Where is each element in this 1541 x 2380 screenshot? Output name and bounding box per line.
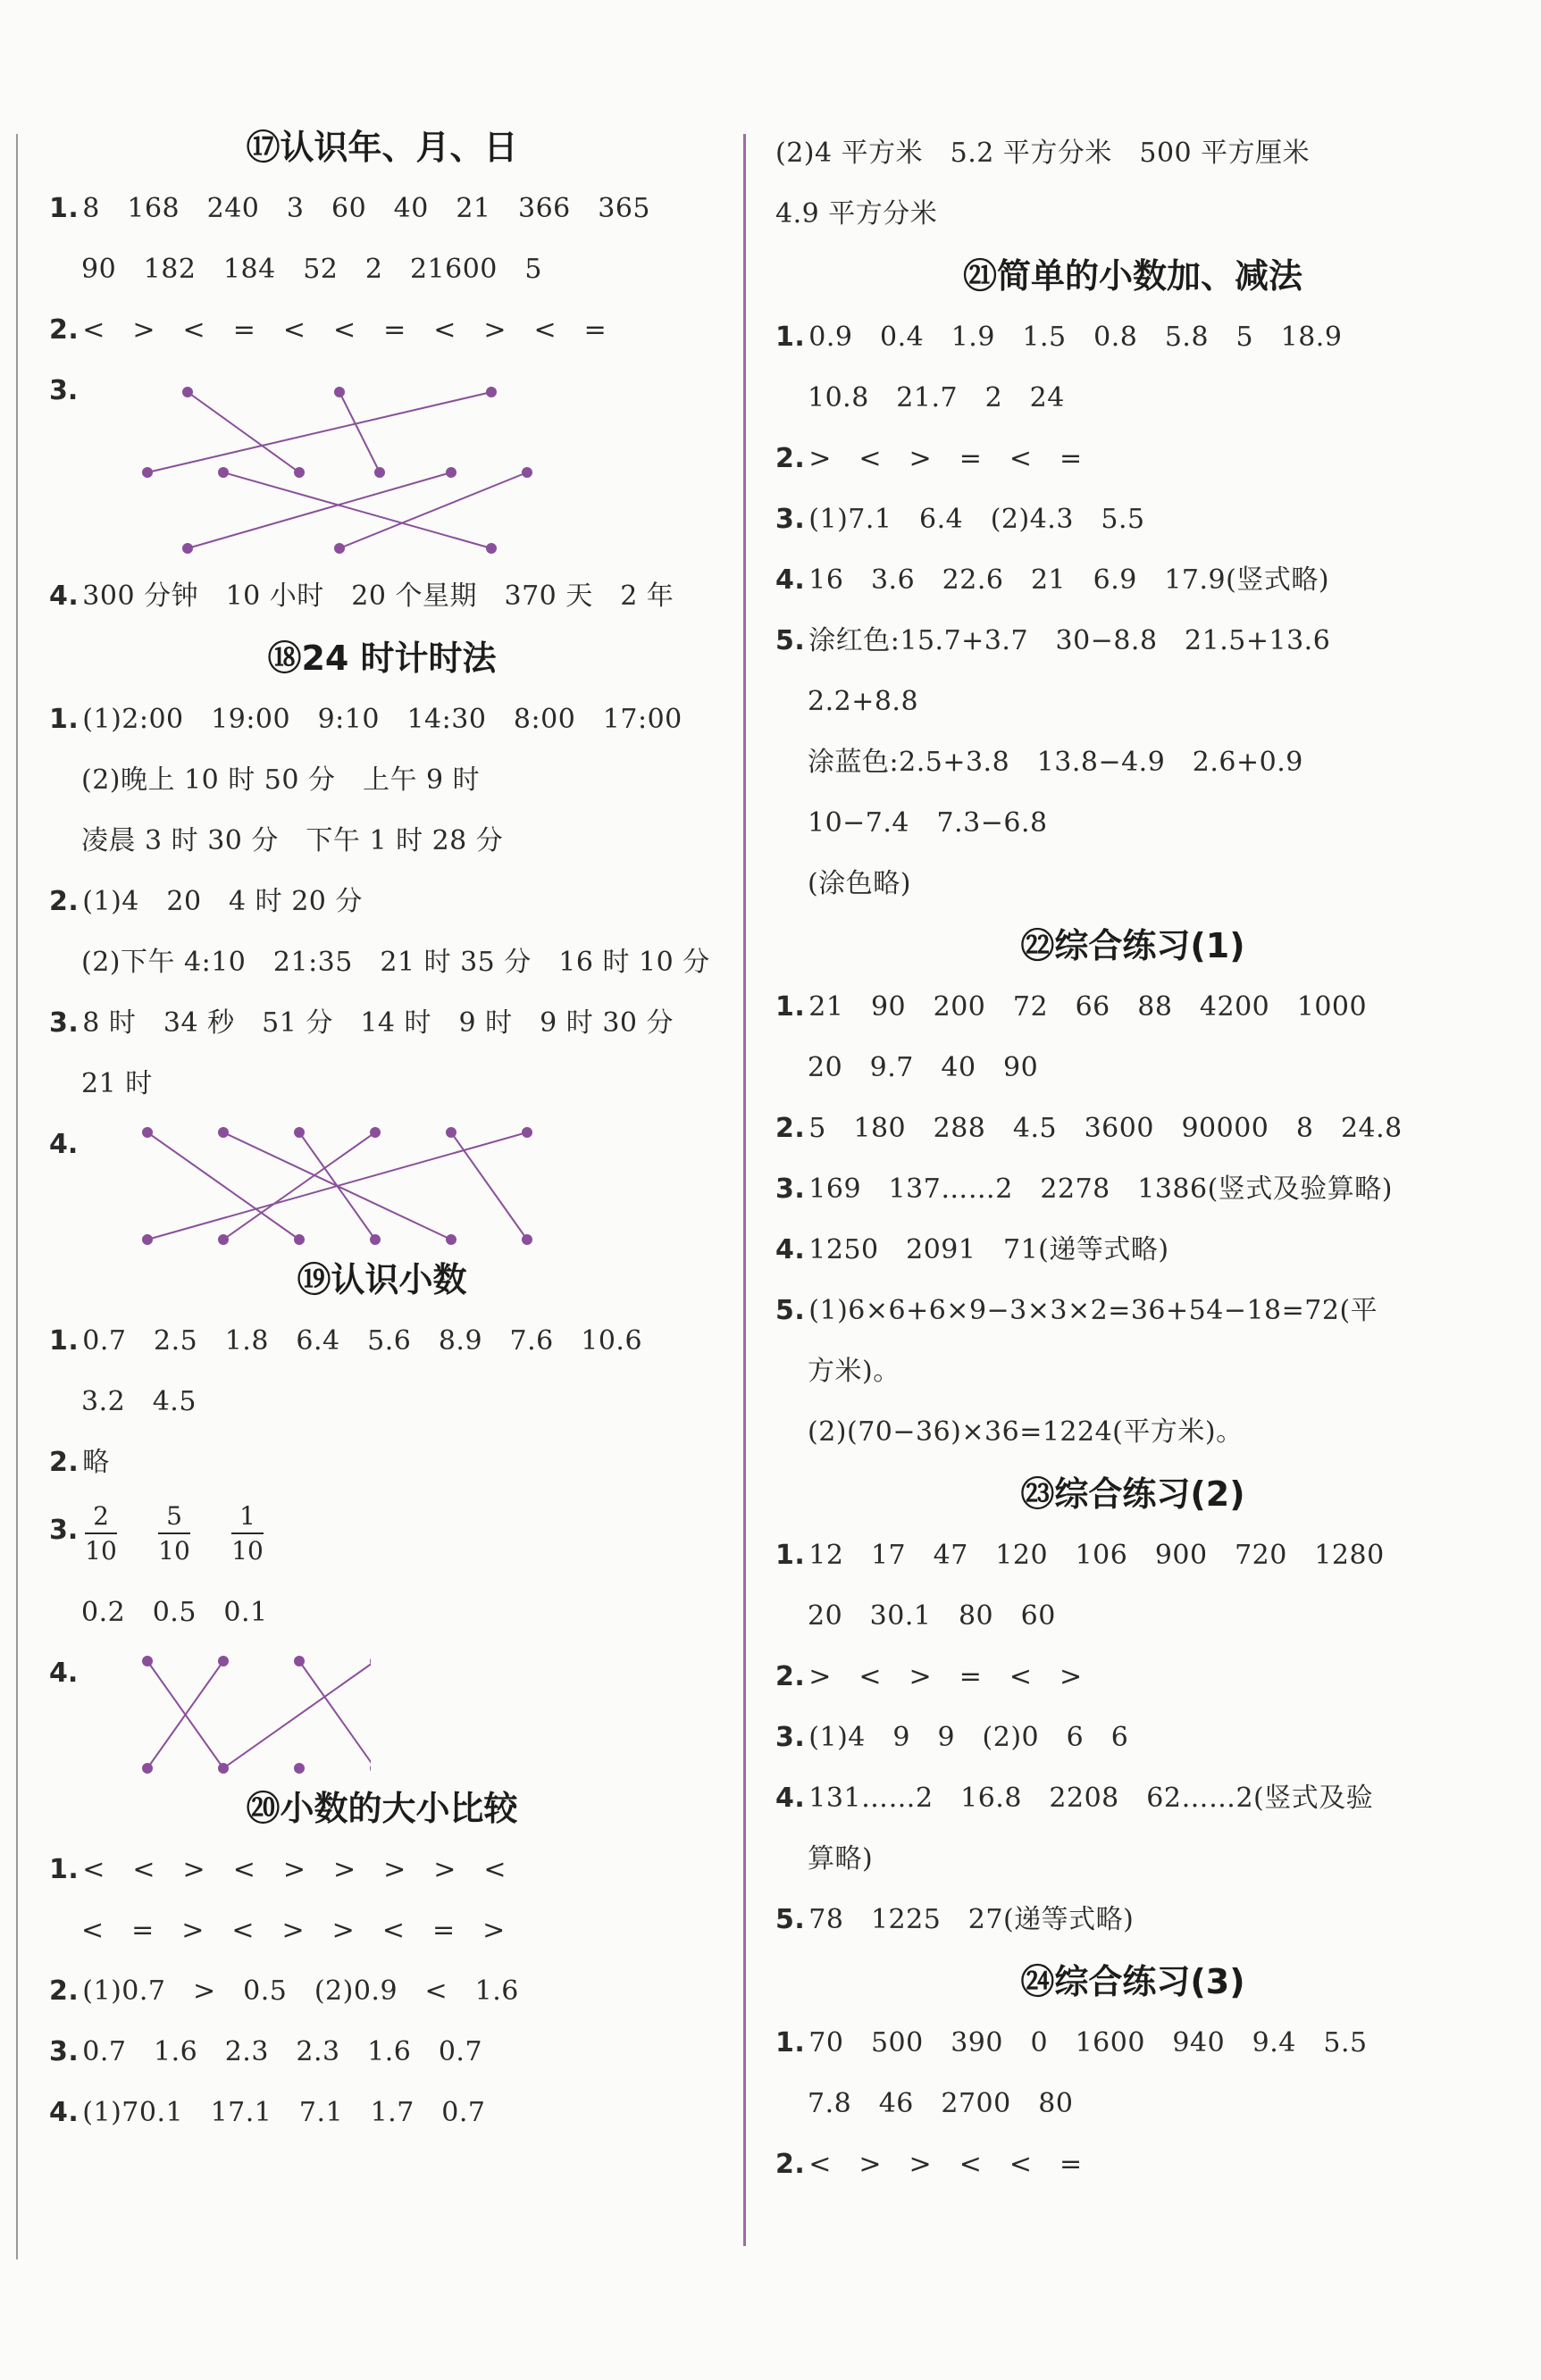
s18-2a: (1)4 20 4 时 20 分	[82, 886, 363, 917]
item-number: 3.	[49, 2036, 80, 2067]
item-number: 2.	[49, 1975, 80, 2007]
s19-answer-4-matching	[49, 1643, 715, 1777]
s18-answer-4-matching	[49, 1115, 715, 1248]
s17-4: 300 分钟 10 小时 20 个星期 370 天 2 年	[82, 580, 674, 612]
s21-5a: 涂红色:15.7+3.7 30−8.8 21.5+13.6	[808, 625, 1331, 656]
s18-answer-2b: (2)下午 4:10 21:35 21 时 35 分 16 时 10 分	[81, 947, 710, 978]
prev-answer-cont-b: 4.9 平方分米	[775, 198, 938, 230]
section-17-title: ⑰认识年、月、日	[246, 128, 518, 167]
s23-answer-4	[775, 1768, 1490, 1829]
s21-3: (1)7.1 6.4 (2)4.3 5.5	[808, 504, 1145, 535]
s22-answer-1b: 20 9.7 40 90	[808, 1052, 1039, 1083]
s18-1a: (1)2:00 19:00 9:10 14:30 8:00 17:00	[82, 704, 683, 735]
s19-answer-1	[49, 1311, 715, 1372]
s17-answer-2	[49, 300, 715, 361]
item-number: 3.	[775, 1722, 806, 1753]
item-number: 4.	[775, 1783, 806, 1814]
s20-2: (1)0.7 > 0.5 (2)0.9 < 1.6	[82, 1975, 519, 2007]
item-number: 4.	[49, 1129, 79, 1160]
s23-answer-5	[775, 1890, 1490, 1950]
section-23-title: ㉓综合练习(2)	[1020, 1474, 1245, 1514]
s22-2: 5 180 288 4.5 3600 90000 8 24.8	[808, 1113, 1403, 1144]
item-number: 2.	[49, 1447, 80, 1478]
s20-4: (1)70.1 17.1 7.1 1.7 0.7	[82, 2097, 486, 2128]
s23-2: > < > = < >	[808, 1661, 1083, 1692]
s19-2: 略	[82, 1447, 110, 1478]
item-number: 3.	[49, 1515, 79, 1546]
item-number: 3.	[49, 1007, 80, 1039]
s17-answer-4	[49, 566, 715, 627]
s20-answer-1b: < = > < > > < = >	[81, 1915, 506, 1946]
s23-answer-1b: 20 30.1 80 60	[808, 1600, 1056, 1632]
s21-answer-3	[775, 489, 1490, 550]
s20-answer-4	[49, 2083, 715, 2143]
s24-answer-2	[775, 2134, 1490, 2195]
s22-5a: (1)6×6+6×9−3×3×2=36+54−18=72(平	[808, 1295, 1378, 1326]
left-column	[49, 116, 715, 2143]
s18-answer-3	[49, 993, 715, 1054]
s22-3: 169 137……2 2278 1386(竖式及验算略)	[808, 1173, 1393, 1205]
item-number: 4.	[49, 580, 80, 612]
s18-answer-1	[49, 689, 715, 750]
s19-answer-1b: 3.2 4.5	[81, 1386, 197, 1417]
s20-answer-1	[49, 1840, 715, 1900]
s18-answer-3b: 21 时	[81, 1068, 153, 1099]
item-number: 4.	[49, 2097, 80, 2128]
item-number: 2.	[775, 1113, 806, 1144]
section-19-title: ⑲认识小数	[297, 1260, 467, 1299]
s18-answer-1b: (2)晚上 10 时 50 分 上午 9 时	[81, 764, 481, 796]
s22-answer-2	[775, 1098, 1490, 1159]
right-column	[775, 123, 1490, 2195]
item-number: 1.	[775, 2027, 806, 2058]
item-number: 1.	[49, 704, 80, 735]
item-number: 2.	[775, 443, 806, 474]
item-number: 5.	[775, 1904, 806, 1935]
s21-answer-5	[775, 611, 1490, 672]
s23-1a: 12 17 47 120 106 900 720 1280	[808, 1540, 1385, 1571]
s24-answer-1b: 7.8 46 2700 80	[808, 2088, 1074, 2119]
item-number: 2.	[775, 2149, 806, 2180]
section-20-title: ⑳小数的大小比较	[246, 1789, 518, 1828]
s22-answer-5b: 方米)。	[808, 1356, 900, 1387]
s23-answer-3	[775, 1708, 1490, 1768]
section-22-title: ㉒综合练习(1)	[1020, 926, 1245, 965]
item-number: 2.	[49, 314, 80, 346]
s23-3: (1)4 9 9 (2)0 6 6	[808, 1722, 1129, 1753]
s21-answer-1	[775, 307, 1490, 368]
item-number: 2.	[775, 1661, 806, 1692]
s17-1a: 8 168 240 3 60 40 21 366 365	[82, 193, 651, 224]
item-number: 3.	[49, 375, 79, 406]
s22-answer-5c: (2)(70−36)×36=1224(平方米)。	[808, 1416, 1244, 1448]
s21-answer-5e: (涂色略)	[808, 868, 911, 899]
s17-answer-1	[49, 179, 715, 239]
s21-answer-5c: 涂蓝色:2.5+3.8 13.8−4.9 2.6+0.9	[808, 747, 1303, 778]
s17-2: < > < = < < = < > < =	[82, 314, 607, 346]
s21-answer-5b: 2.2+8.8	[808, 686, 919, 717]
prev-answer-cont-a: (2)4 平方米 5.2 平方分米 500 平方厘米	[775, 138, 1311, 169]
s17-answer-1-cont: 90 182 184 52 2 21600 5	[81, 254, 542, 285]
item-number: 1.	[49, 193, 80, 224]
item-number: 5.	[775, 1295, 806, 1326]
item-number: 1.	[775, 322, 806, 353]
fraction: 5 10	[158, 1501, 190, 1566]
matching-lines-diagram	[85, 370, 549, 557]
item-number: 2.	[49, 886, 80, 917]
section-18-title: ⑱24 时计时法	[267, 639, 497, 678]
s20-answer-3	[49, 2022, 715, 2083]
s24-answer-1	[775, 2013, 1490, 2074]
item-number: 1.	[775, 1540, 806, 1571]
s21-1a: 0.9 0.4 1.9 1.5 0.8 5.8 5 18.9	[808, 322, 1343, 353]
item-number: 4.	[49, 1658, 79, 1689]
column-divider	[743, 134, 746, 2246]
s22-answer-1	[775, 977, 1490, 1038]
item-number: 1.	[775, 991, 806, 1023]
s21-answer-4	[775, 550, 1490, 611]
matching-lines-diagram	[85, 1652, 371, 1777]
s18-3a: 8 时 34 秒 51 分 14 时 9 时 9 时 30 分	[82, 1007, 674, 1039]
item-number: 1.	[49, 1854, 80, 1885]
s20-answer-2	[49, 1961, 715, 2022]
s21-answer-5d: 10−7.4 7.3−6.8	[808, 807, 1048, 839]
item-number: 5.	[775, 625, 806, 656]
s19-answer-3-fractions	[49, 1493, 715, 1582]
section-21-title: ㉑简单的小数加、减法	[962, 256, 1302, 296]
s18-answer-1c: 凌晨 3 时 30 分 下午 1 时 28 分	[81, 825, 504, 856]
s23-answer-4b: 算略)	[808, 1843, 874, 1875]
s20-1a: < < > < > > > > <	[82, 1854, 507, 1885]
s19-1a: 0.7 2.5 1.8 6.4 5.6 8.9 7.6 10.6	[82, 1325, 643, 1357]
s22-answer-4	[775, 1220, 1490, 1281]
item-number: 1.	[49, 1325, 80, 1357]
s21-4: 16 3.6 22.6 21 6.9 17.9(竖式略)	[808, 564, 1330, 596]
s22-answer-5	[775, 1281, 1490, 1341]
item-number: 3.	[775, 1173, 806, 1205]
item-number: 4.	[775, 1234, 806, 1265]
s24-2: < > > < < =	[808, 2149, 1083, 2180]
item-number: 4.	[775, 564, 806, 596]
s21-2: > < > = < =	[808, 443, 1083, 474]
s18-answer-2	[49, 872, 715, 932]
s21-answer-2	[775, 429, 1490, 489]
s22-answer-3	[775, 1159, 1490, 1220]
left-margin-rule	[16, 134, 18, 2259]
s21-answer-1b: 10.8 21.7 2 24	[808, 382, 1065, 413]
s19-answer-3b: 0.2 0.5 0.1	[81, 1597, 268, 1628]
s23-answer-2	[775, 1647, 1490, 1708]
s24-1a: 70 500 390 0 1600 940 9.4 5.5	[808, 2027, 1368, 2058]
s17-answer-3-matching	[49, 361, 715, 566]
matching-lines-diagram	[85, 1123, 549, 1248]
fraction: 1 10	[231, 1501, 264, 1566]
s22-4: 1250 2091 71(递等式略)	[808, 1234, 1169, 1265]
s23-5: 78 1225 27(递等式略)	[808, 1904, 1135, 1935]
s19-answer-2	[49, 1432, 715, 1493]
item-number: 3.	[775, 504, 806, 535]
s22-1a: 21 90 200 72 66 88 4200 1000	[808, 991, 1368, 1023]
s23-answer-1	[775, 1525, 1490, 1586]
section-24-title: ㉔综合练习(3)	[1020, 1962, 1245, 2001]
s20-3: 0.7 1.6 2.3 2.3 1.6 0.7	[82, 2036, 483, 2067]
fraction: 2 10	[85, 1501, 117, 1566]
s23-4a: 131……2 16.8 2208 62……2(竖式及验	[808, 1783, 1374, 1814]
